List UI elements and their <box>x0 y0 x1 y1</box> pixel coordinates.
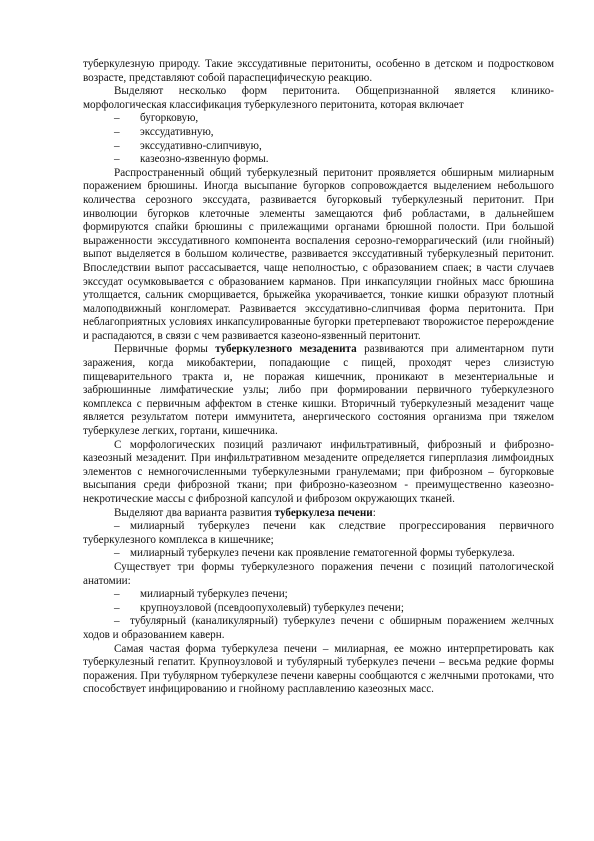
document-body <box>83 58 554 697</box>
paragraph-liver-variants <box>83 507 554 521</box>
paragraph-liver-summary: Самая частая форма туберкулеза печени – милиарная, ее можно интерпретировать как туберкулезный гепатит. Крупноузловой и тубулярный туберкулез печени – весьма редкие формы поражения. При тубулярном туберкулезе печени каверны сообщаются с желчными протоками, что способствует инфицированию и гнойному расплавлению казеозных масс. <box>83 642 554 696</box>
list-dash: – <box>114 139 120 152</box>
list-item-text: милиарный туберкулез печени как проявление гематогенной формы туберкулеза. <box>130 547 515 560</box>
paragraph-peritonitis-nature: туберкулезную природу. Такие экссудативные перитониты, особенно в детском и подростковом возрасте, представляют собой параспецифическую реакцию. <box>83 58 554 84</box>
paragraph-mesadenitis <box>83 343 554 438</box>
list-item-text: экссудативно-слипчивую, <box>140 139 262 152</box>
list-item <box>83 112 554 126</box>
paragraph-general-peritonitis: Распространенный общий туберкулезный перитонит проявляется обширным милиарным поражением брюшины. Иногда высыпание бугорков сопровождается выделением небольшого количества серозного экссудата, развивается бугорковый туберкулезный перитонит. При инволюции бугорков клеточные элементы замещаются фиб робластами, в дальнейшем формируются спайки брюшины с прилежащими органами брюшной полости. При большой выраженности экссудативного компонента воспаления серозно-геморрагический (или гнойный) выпот выделяется в большом количестве, развивается экссудативный туберкулезный перитонит. Впоследствии выпот рассасывается, чаще неполностью, с образованием спаек; в части случаев экссудат осумковывается с образованием карманов. При инкапсуляции гнойных масс брюшина утолщается, сальник сморщивается, брыжейка укорачивается, тонкие кишки образуют плотный малоподвижный конгломерат. Развивается экссудативно-слипчивая форма перитонита. При неблагоприятных условиях инкапсулированные бугорки претерпевают творожистое перерождение и распадаются, в связи с чем развивается казеоно-язвенный перитонит. <box>83 166 554 342</box>
text-run: Выделяют два варианта развития <box>114 506 275 519</box>
list-item <box>83 153 554 167</box>
list-item-text: милиарный туберкулез печени как следствие прогрессирования первичного туберкулезного комплекса в кишечнике; <box>83 520 554 546</box>
list-item <box>83 126 554 140</box>
list-item <box>83 547 554 561</box>
text-run: : <box>372 506 376 519</box>
list-dash: – <box>114 112 120 125</box>
paragraph-liver-forms: Существует три формы туберкулезного поражения печени с позиций патологической анатомии: <box>83 560 554 587</box>
list-item-text: крупноузловой (псевдоопухолевый) туберкулез печени; <box>140 601 404 614</box>
list-dash: – <box>114 547 120 560</box>
list-item-text: экссудативную, <box>140 125 214 138</box>
bold-term-liver-tuberculosis: туберкулеза печени <box>274 506 373 519</box>
paragraph-peritonitis-forms: Выделяют несколько форм перитонита. Общепризнанной является клинико-морфологическая классификация туберкулезного перитонита, которая включает <box>83 85 554 111</box>
list-item <box>83 140 554 154</box>
list-item-text: бугорковую, <box>140 112 199 125</box>
list-item <box>83 615 554 642</box>
list-item-text: тубулярный (каналикулярный) туберкулез печени с обширным поражением желчных ходов и образованием каверн. <box>83 615 554 641</box>
text-run: развиваются при алиментарном пути заражения, когда микобактерии, попадающие с пищей, проходят через слизистую пищеварительного тракта и, не поражая кишечник, проникают в мезентериальные и забрюшинные лимфатические узлы; либо при формировании первичного туберкулезного комплекса с первичным аффектом в стенке кишки. Вторичный туберкулезный мезаденит чаще является результатом потери иммунитета, анергического состояния организма при тяжелом туберкулезе легких, гортани, кишечника. <box>83 343 554 438</box>
list-item-text: милиарный туберкулез печени; <box>140 588 288 601</box>
text-run: Первичные формы <box>114 343 216 356</box>
list-dash: – <box>114 520 120 533</box>
list-item <box>83 602 554 616</box>
list-dash: – <box>114 153 120 166</box>
list-dash: – <box>114 588 120 601</box>
list-dash: – <box>114 125 120 138</box>
bold-term-mesadenitis: туберкулезного мезаденита <box>215 343 357 356</box>
paragraph-mesadenitis-morphology: С морфологических позиций различают инфильтративный, фиброзный и фиброзно-казеозный мезаденит. При инфильтративном мезадените определяется гиперплазия лимфоидных элементов с немногочисленными туберкулезными гранулемами; при фиброзном – бугорковые высыпания среди фиброзной ткани; при фиброзно-казеозном - преимущественно казеозно-некротические массы с фиброзной капсулой и фиброзом окружающих тканей. <box>83 438 554 505</box>
list-item-text: казеозно-язвенную формы. <box>140 153 269 166</box>
list-dash: – <box>114 601 120 614</box>
list-item <box>83 520 554 547</box>
list-item <box>83 588 554 602</box>
list-dash: – <box>114 615 120 628</box>
